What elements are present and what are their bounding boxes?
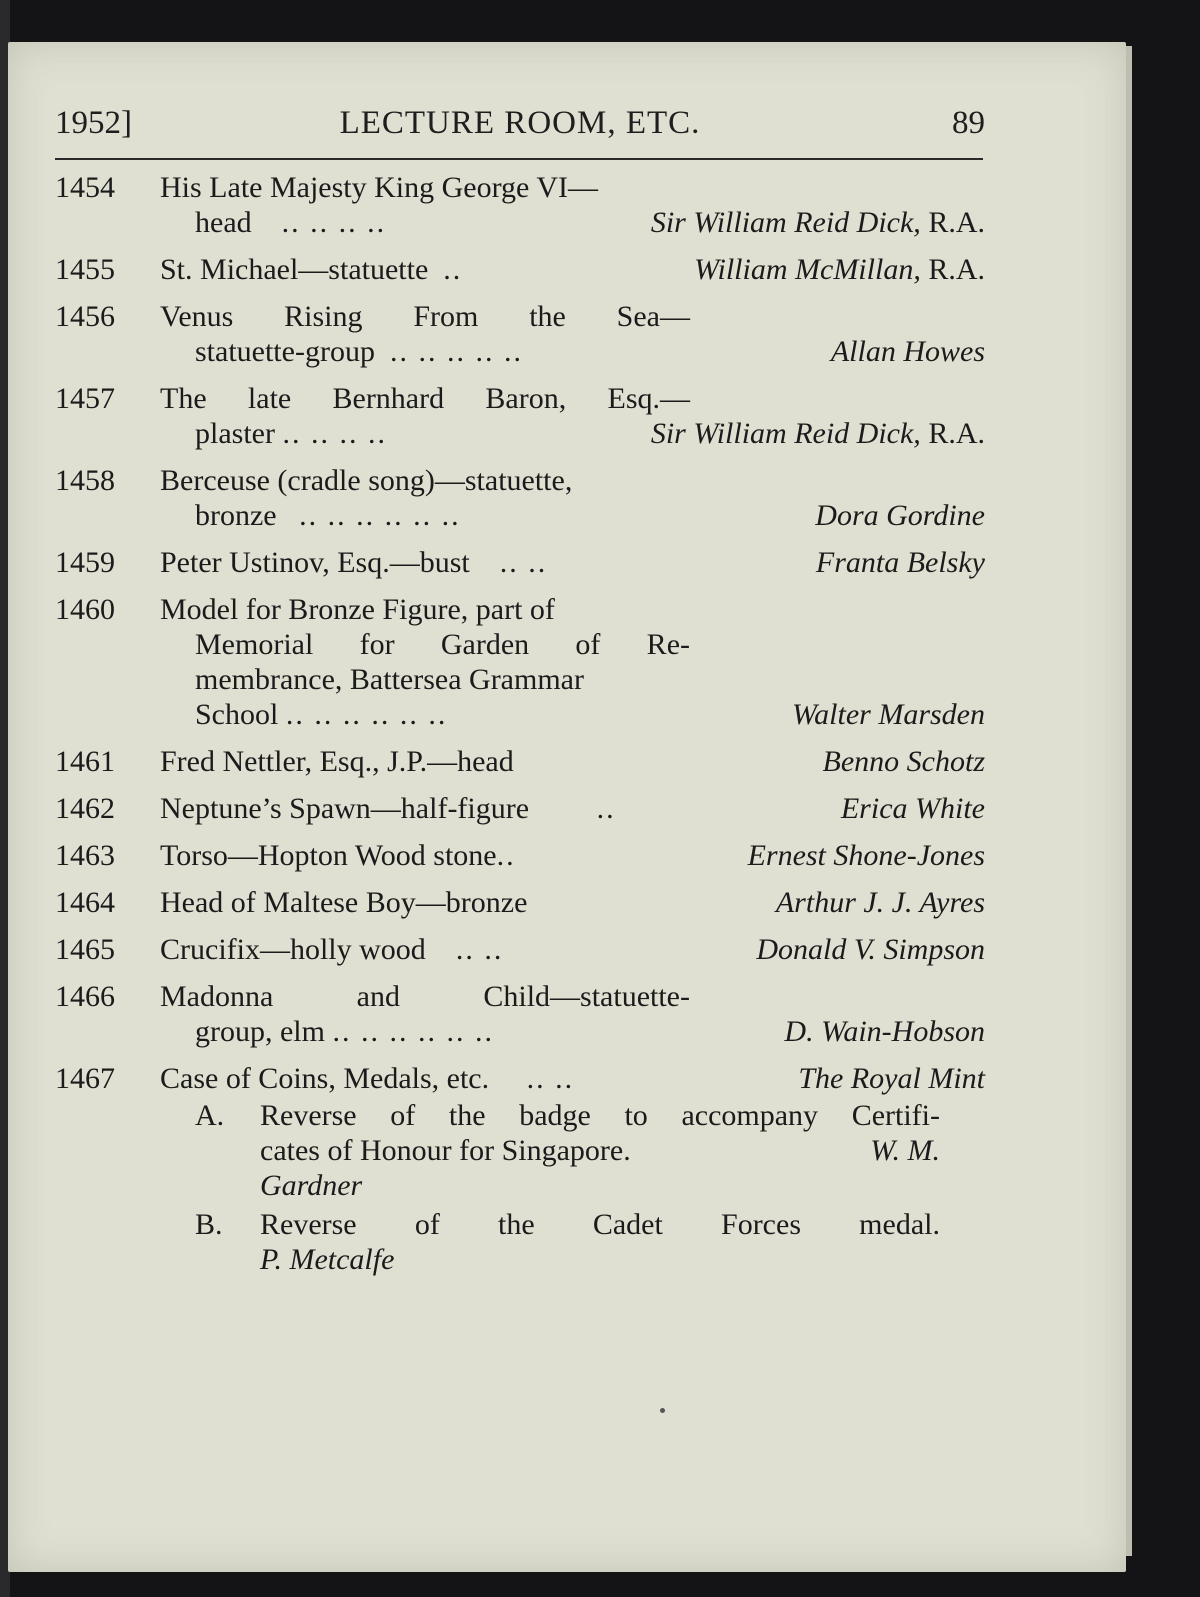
entry-number: 1455 (55, 253, 115, 286)
entry-title: The late Bernhard Baron, Esq.— (160, 382, 690, 415)
entry-number: 1456 (55, 300, 115, 333)
entry-last-line (160, 1061, 985, 1096)
entry-title-cont: plaster (195, 417, 275, 450)
catalogue-entries (55, 170, 985, 1277)
page-number: 89 (952, 105, 985, 141)
entry-title: Case of Coins, Medals, etc. (160, 1062, 490, 1095)
entry-last-line (160, 498, 985, 533)
dot-leader: .. .. .. .. .. (389, 335, 523, 368)
catalogue-entry (55, 979, 985, 1049)
entry-title-cont: bronze (195, 499, 277, 532)
catalogue-entry (55, 381, 985, 451)
entry-title: Peter Ustinov, Esq.—bust (160, 546, 470, 579)
entry-last-line (160, 334, 985, 369)
entry-artist: Franta Belsky (815, 546, 985, 579)
entry-title-cont: membrance, Battersea Grammar (195, 663, 584, 696)
page-edge-right (1126, 46, 1132, 1556)
entry-last-line (160, 416, 985, 451)
entry-artist: Donald V. Simpson (756, 933, 985, 966)
catalogue-entry (55, 170, 985, 240)
entry-last-line (160, 791, 985, 826)
entry-title: Fred Nettler, Esq., J.P.—head (160, 745, 514, 778)
catalogue-entry (55, 299, 985, 369)
entry-artist: Sir William Reid Dick, (650, 417, 921, 450)
dot-leader: .. .. (499, 546, 548, 579)
entry-number: 1464 (55, 886, 115, 919)
entry-title-cont: statuette-group (195, 335, 375, 368)
catalogue-entry (55, 545, 985, 580)
running-header (55, 105, 985, 155)
entry-title: Crucifix—holly wood (160, 933, 426, 966)
catalogue-entry (55, 463, 985, 533)
header-rule (55, 158, 983, 160)
dot-leader: .. .. .. .. (281, 206, 387, 239)
catalogue-entry (55, 932, 985, 967)
entry-last-line (160, 744, 985, 779)
catalogue-entry (55, 838, 985, 873)
entry-title: Head of Maltese Boy—bronze (160, 886, 528, 919)
entry-title: Berceuse (cradle song)—statuette, (160, 464, 573, 497)
catalogue-entry (55, 1061, 985, 1096)
entry-number: 1460 (55, 593, 115, 626)
sub-item-artist: P. Metcalfe (260, 1243, 395, 1276)
catalogue-entry (55, 592, 985, 732)
dot-leader: .. .. .. .. (282, 417, 387, 450)
entry-title: St. Michael—statuette (160, 253, 429, 286)
entry-artist: Walter Marsden (791, 698, 985, 731)
entry-title: His Late Majesty King George VI— (160, 171, 598, 204)
entry-number: 1461 (55, 745, 115, 778)
entry-last-line (160, 205, 985, 240)
entry-artist: D. Wain-Hobson (784, 1015, 985, 1048)
entry-number: 1462 (55, 792, 115, 825)
print-speck (660, 1408, 665, 1413)
entry-artist: William McMillan, (694, 253, 921, 286)
dot-leader: .. .. .. .. .. .. (332, 1015, 494, 1048)
entry-artist: Sir William Reid Dick, (650, 206, 921, 239)
entry-title: Madonna and Child—statuette- (160, 980, 690, 1013)
entry-artist: Arthur J. J. Ayres (775, 886, 985, 919)
sub-item-line (260, 1133, 940, 1168)
sub-item-a (55, 1098, 985, 1203)
dot-leader: .. .. (526, 1062, 575, 1095)
sub-item-artist: W. M. (870, 1134, 940, 1167)
sub-item-line: Reverse of the Cadet Forces medal. (260, 1208, 940, 1241)
artist-suffix: R.A. (920, 253, 985, 286)
dot-leader: .. (443, 253, 463, 286)
artist-suffix: R.A. (920, 417, 985, 450)
entry-last-line (160, 838, 985, 873)
entry-artist: Allan Howes (830, 335, 985, 368)
entry-title: Venus Rising From the Sea— (160, 300, 690, 333)
entry-last-line (160, 932, 985, 967)
dot-leader: .. (496, 839, 516, 872)
entry-artist: Erica White (840, 792, 985, 825)
sub-item-label: A. (195, 1099, 225, 1132)
sub-item-artist-cont: Gardner (260, 1169, 363, 1202)
entry-title: Torso—Hopton Wood stone (160, 839, 497, 872)
sub-item-text (260, 1207, 940, 1277)
entry-last-line (160, 545, 985, 580)
entry-title: Model for Bronze Figure, part of (160, 593, 555, 626)
entry-number: 1466 (55, 980, 115, 1013)
sub-item-line: Reverse of the badge to accompany Certifi- (260, 1099, 940, 1132)
sub-item-line-text: cates of Honour for Singapore. (260, 1134, 631, 1167)
catalogue-entry (55, 744, 985, 779)
entry-artist: Ernest Shone-Jones (747, 839, 985, 872)
sub-item-label: B. (195, 1208, 223, 1241)
catalogue-entry (55, 885, 985, 920)
header-year: 1952] (55, 105, 132, 141)
entry-number: 1467 (55, 1062, 115, 1095)
entry-artist: Benno Schotz (822, 745, 985, 778)
dot-leader: .. (596, 792, 616, 825)
entry-title-cont: School (195, 698, 279, 731)
dot-leader: .. .. .. .. .. .. (285, 698, 448, 731)
entry-number: 1465 (55, 933, 115, 966)
entry-number: 1459 (55, 546, 115, 579)
header-title: LECTURE ROOM, ETC. (339, 105, 701, 141)
entry-last-line (160, 252, 985, 287)
entry-number: 1463 (55, 839, 115, 872)
entry-number: 1454 (55, 171, 115, 204)
entry-last-line (160, 697, 985, 732)
entry-last-line (160, 1014, 985, 1049)
entry-last-line (160, 885, 985, 920)
entry-artist: The Royal Mint (798, 1062, 985, 1095)
catalogue-entry (55, 791, 985, 826)
entry-artist: Dora Gordine (815, 499, 985, 532)
dot-leader: .. .. .. .. .. .. (299, 499, 461, 532)
catalogue-entry (55, 252, 985, 287)
entry-number: 1457 (55, 382, 115, 415)
artist-suffix: R.A. (920, 206, 985, 239)
sub-item-text (260, 1098, 940, 1203)
entry-title-cont: head (195, 206, 252, 239)
entry-title-cont: group, elm (195, 1015, 325, 1048)
entry-number: 1458 (55, 464, 115, 497)
entry-title: Neptune’s Spawn—half-figure (160, 792, 530, 825)
dot-leader: .. .. (455, 933, 504, 966)
sub-item-b (55, 1207, 985, 1277)
entry-title-cont: Memorial for Garden of Re- (195, 628, 690, 661)
